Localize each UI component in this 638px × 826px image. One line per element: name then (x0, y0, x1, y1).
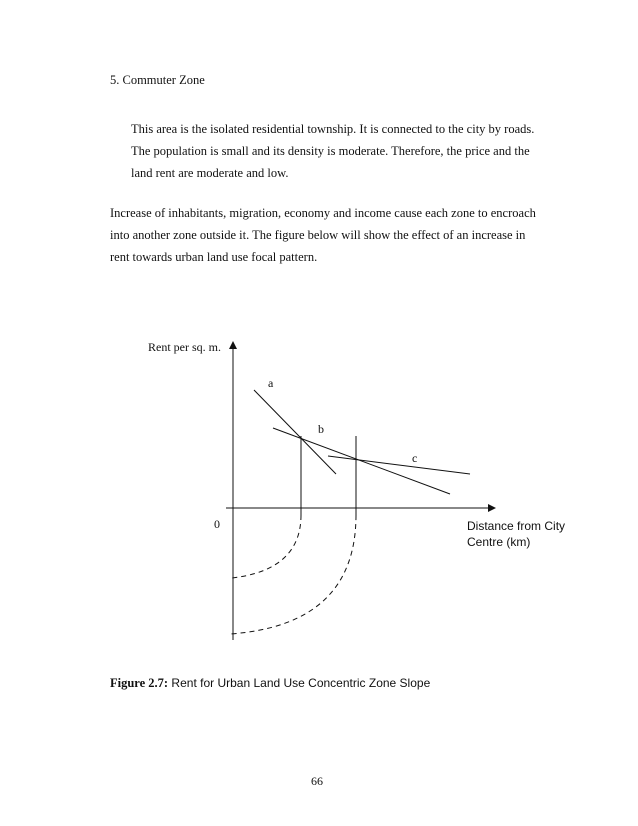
paragraph-line: Increase of inhabitants, migration, economy and income cause each zone to encroach (110, 206, 536, 220)
rent-line-c (328, 456, 470, 474)
figure-caption-number: Figure 2.7: (110, 676, 169, 690)
paragraph-line: This area is the isolated residential township. It is connected to the city by roads. (131, 122, 535, 136)
section-heading: 5. Commuter Zone (110, 73, 205, 87)
zone-boundary-arc-outer (230, 515, 356, 634)
curve-label-b: b (318, 422, 324, 436)
zone-boundary-arc-inner (232, 515, 301, 578)
y-axis-label: Rent per sq. m. (148, 340, 221, 354)
paragraph-line: rent towards urban land use focal pattern. (110, 250, 318, 264)
paragraph-line: The population is small and its density is moderate. Therefore, the price and the (131, 144, 530, 158)
figure-caption (110, 677, 430, 690)
x-axis-label-line1: Distance from City (467, 519, 566, 533)
rent-line-b (273, 428, 450, 494)
x-axis-label-line2: Centre (km) (467, 535, 531, 549)
curve-label-c: c (412, 451, 418, 465)
origin-label: 0 (214, 517, 220, 531)
curve-label-a: a (268, 376, 274, 390)
page-number: 66 (311, 774, 323, 788)
paragraph-line: into another zone outside it. The figure below will show the effect of an increase in (110, 228, 526, 242)
paragraph-line: land rent are moderate and low. (131, 166, 289, 180)
figure-caption-text: Rent for Urban Land Use Concentric Zone Slope (168, 676, 431, 690)
x-axis-label (467, 518, 565, 550)
